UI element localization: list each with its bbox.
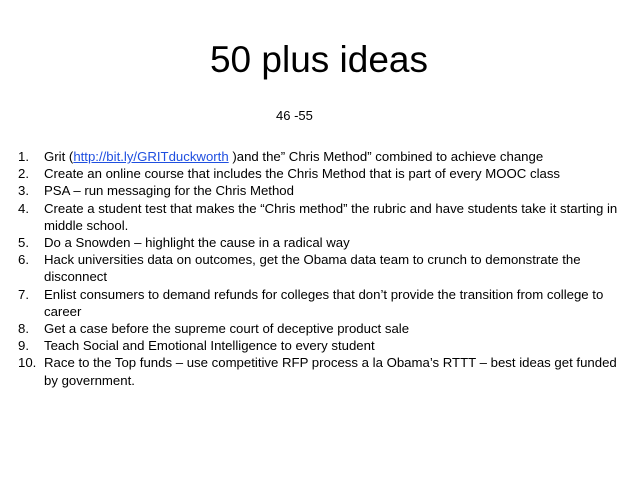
- list-item: [18, 200, 630, 234]
- item-number: 3.: [18, 183, 29, 199]
- item-text: Create a student test that makes the “Chris method” the rubric and have students take it starting in middle school.: [44, 200, 618, 233]
- item-text: Create an online course that includes the Chris Method that is part of every MOOC class: [44, 166, 561, 182]
- list-item: [18, 286, 630, 320]
- item-text: PSA – run messaging for the Chris Method: [44, 183, 294, 199]
- grit-link[interactable]: http://bit.ly/GRITduckworth: [73, 149, 229, 164]
- item-number: 7.: [18, 286, 29, 302]
- list-item: [18, 165, 630, 182]
- slide-subtitle: 46 -55: [276, 108, 313, 123]
- item-text: )and the” Chris Method” combined to achieve change: [228, 149, 544, 164]
- item-number: 10.: [18, 355, 37, 371]
- item-text: Hack universities data on outcomes, get the Obama data team to crunch to demonstrate the disconnect: [44, 252, 581, 285]
- list-item: [18, 337, 630, 354]
- item-number: 9.: [18, 338, 29, 354]
- item-text: Enlist consumers to demand refunds for colleges that don’t provide the transition from college to career: [44, 286, 604, 319]
- list-item: [18, 251, 630, 285]
- list-item: [18, 182, 630, 199]
- item-number: 4.: [18, 200, 29, 216]
- item-number: 1.: [18, 149, 29, 164]
- item-text: Teach Social and Emotional Intelligence to every student: [44, 338, 375, 354]
- list-item: [18, 234, 630, 251]
- list-item: [18, 320, 630, 337]
- item-number: 2.: [18, 166, 29, 182]
- item-number: 6.: [18, 252, 29, 268]
- item-number: 8.: [18, 321, 29, 337]
- item-text: Grit (: [44, 149, 74, 164]
- item-number: 5.: [18, 235, 29, 251]
- slide-title: 50 plus ideas: [209, 39, 429, 80]
- item-text: Do a Snowden – highlight the cause in a radical way: [44, 235, 350, 251]
- list-item: [18, 354, 630, 388]
- list-item: [18, 148, 630, 165]
- item-text: Race to the Top funds – use competitive RFP process a la Obama’s RTTT – best ideas get funded by government.: [44, 355, 617, 388]
- ideas-list: [18, 148, 630, 389]
- item-text: Get a case before the supreme court of deceptive product sale: [44, 321, 410, 337]
